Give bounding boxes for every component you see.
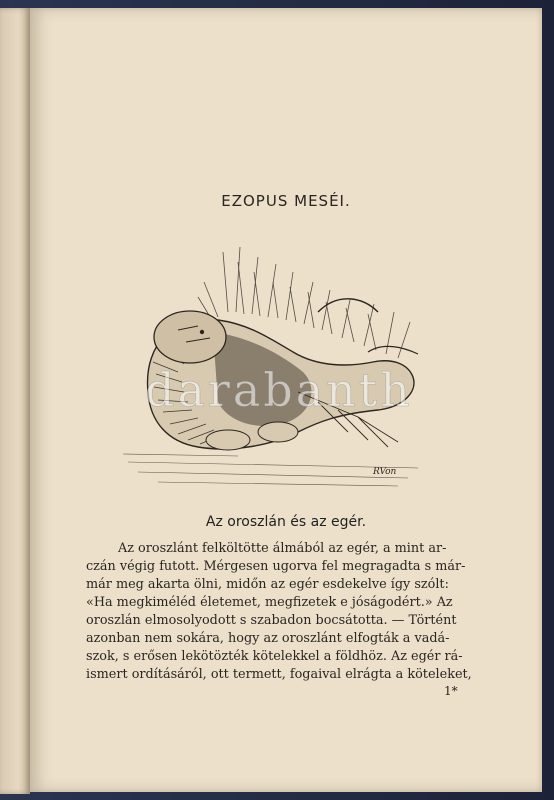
text-line: már meg akarta ölni, midőn az egér esdekelve így szólt:: [86, 577, 449, 592]
text-line: Az oroszlánt felköltötte álmából az egér, a mint ar-: [118, 541, 447, 556]
previous-page-edge: [0, 8, 30, 794]
text-line: «Ha megkiméléd életemet, megfizetek e jóságodért.» Az: [86, 595, 453, 610]
illustration-signature: RVon: [373, 467, 397, 477]
text-line: czán végig futott. Mérgesen ugorva fel megragadta s már-: [86, 559, 466, 574]
story-title: Az oroszlán és az egér.: [205, 514, 367, 530]
text-line: oroszlán elmosolyodott s szabadon bocsátotta. — Történt: [86, 613, 457, 628]
text-line: azonban nem sokára, hogy az oroszlánt elfogták a vadá-: [86, 631, 450, 646]
text-line: szok, s erősen lekötözték kötelekkel a földhöz. Az egér rá-: [86, 649, 463, 664]
page-heading: EZOPUS MESÉI.: [221, 192, 351, 210]
text-line: ismert ordításáról, ott termett, fogaival elrágta a köteleket,: [86, 667, 472, 682]
page-number: 1*: [444, 684, 458, 698]
book-page: [30, 8, 542, 792]
watermark: darabanth: [145, 363, 413, 417]
